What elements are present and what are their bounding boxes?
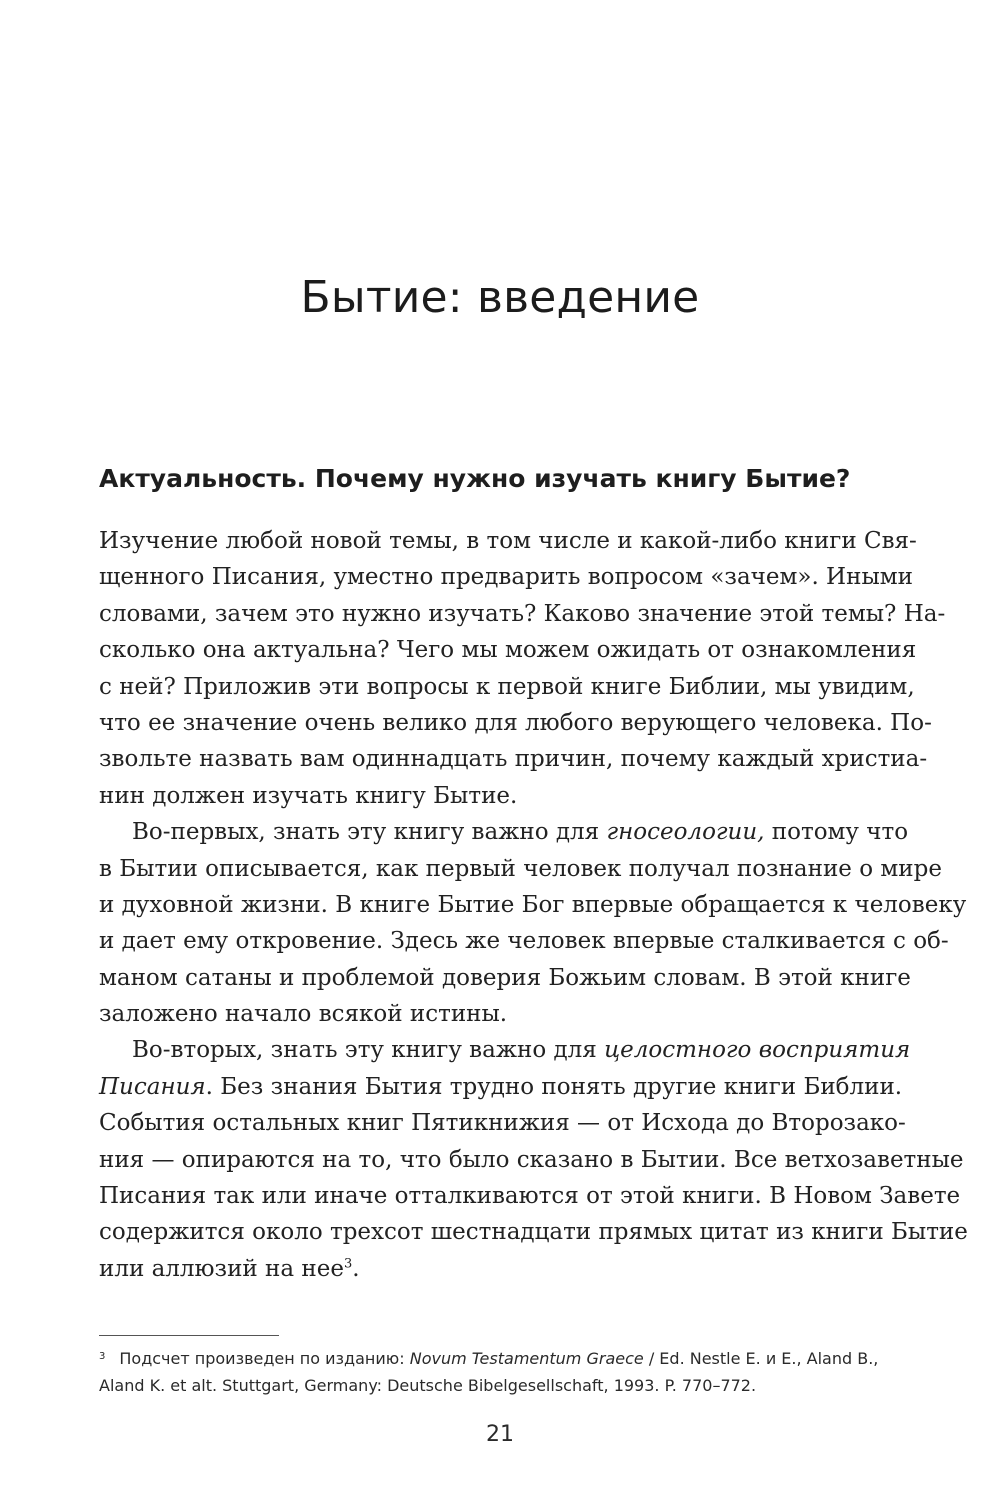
footnote-source-title: Novum Testamentum Graece [409,1349,644,1368]
text-run: и духовной жизни. В книге Бытие Бог впервые обращается к человеку [99,891,967,918]
chapter-title: Бытие: введение [300,272,700,324]
paragraph [99,814,967,1032]
text-line [99,559,913,595]
text-line [99,669,915,705]
section-heading: Актуальность. Почему нужно изучать книгу Бытие? [99,463,851,493]
text-run: и дает ему откровение. Здесь же человек впервые сталкивается с об- [99,928,949,955]
text-run: с ней? Приложив эти вопросы к первой книге Библии, мы увидим, [99,673,915,700]
text-line [99,1251,899,1287]
text-run: в Бытии описывается, как первый человек получал познание о мире [99,855,942,882]
text-run: Писания так или иначе отталкиваются от этой книги. В Новом Завете [99,1183,961,1210]
text-line [99,814,909,850]
text-run: звольте назвать вам одиннадцать причин, почему каждый христиа- [99,746,928,773]
text-run: Во-вторых, знать эту книгу важно для [132,1037,605,1064]
text-run: Во-первых, знать эту книгу важно для [132,819,607,846]
footnote-text: / Ed. Nestle E. и E., Aland B., [643,1349,879,1368]
text-run: или аллюзий на нее [99,1255,344,1282]
footnote-line: Aland K. et alt. Stuttgart, Germany: Deutsche Bibelgesellschaft, 1993. P. 770–772. [99,1376,757,1395]
text-line [99,996,899,1032]
emphasis-text: целостного восприятия [604,1037,911,1064]
text-run: заложено начало всякой истины. [99,1001,508,1028]
text-run: потому что [764,819,909,846]
text-line [99,1069,903,1105]
footnote [99,1345,899,1399]
text-run: . [352,1255,360,1282]
text-line [99,1142,964,1178]
text-run: щенного Писания, уместно предварить вопросом «зачем». Иными [99,564,913,591]
text-line [99,851,942,887]
text-run: маном сатаны и проблемой доверия Божьим словам. В этой книге [99,964,911,991]
text-run: Изучение любой новой темы, в том числе и какой-либо книги Свя- [99,528,917,554]
text-run: ния — опираются на то, что было сказано в Бытии. Все ветхозаветные [99,1146,964,1173]
text-line [99,1178,961,1214]
paragraph [99,523,946,814]
text-run: словами, зачем это нужно изучать? Каково значение этой темы? На- [99,600,946,627]
text-line [99,1214,968,1250]
text-line [99,1105,906,1141]
text-line [99,960,911,996]
text-line [99,741,928,777]
text-run: содержится около трехсот шестнадцати прямых цитат из книги Бытие [99,1219,968,1246]
paragraph [99,1032,968,1287]
text-run: что ее значение очень велико для любого верующего человека. По- [99,709,932,736]
text-line [99,887,967,923]
text-line [99,778,899,814]
page-number: 21 [486,1422,514,1447]
text-line [99,596,946,632]
text-run: События остальных книг Пятикнижия — от Исхода до Второзако- [99,1110,906,1137]
text-line [99,923,949,959]
footnote-divider [99,1335,279,1336]
emphasis-text: гносеологии, [606,819,765,846]
body-text [99,523,968,1287]
text-line [99,1032,911,1068]
footnote-marker: 3 [99,1351,106,1362]
text-run: нин должен изучать книгу Бытие. [99,782,518,809]
footnote-line [99,1345,899,1372]
text-line [99,705,932,741]
text-line [99,632,917,668]
footnote-text: Подсчет произведен по изданию: [119,1349,410,1368]
text-line [99,523,917,559]
emphasis-text: Писания [99,1073,206,1100]
text-run: . Без знания Бытия трудно понять другие книги Библии. [205,1073,903,1100]
footnote-reference: 3 [343,1256,353,1272]
text-run: сколько она актуальна? Чего мы можем ожидать от ознакомления [99,637,917,664]
